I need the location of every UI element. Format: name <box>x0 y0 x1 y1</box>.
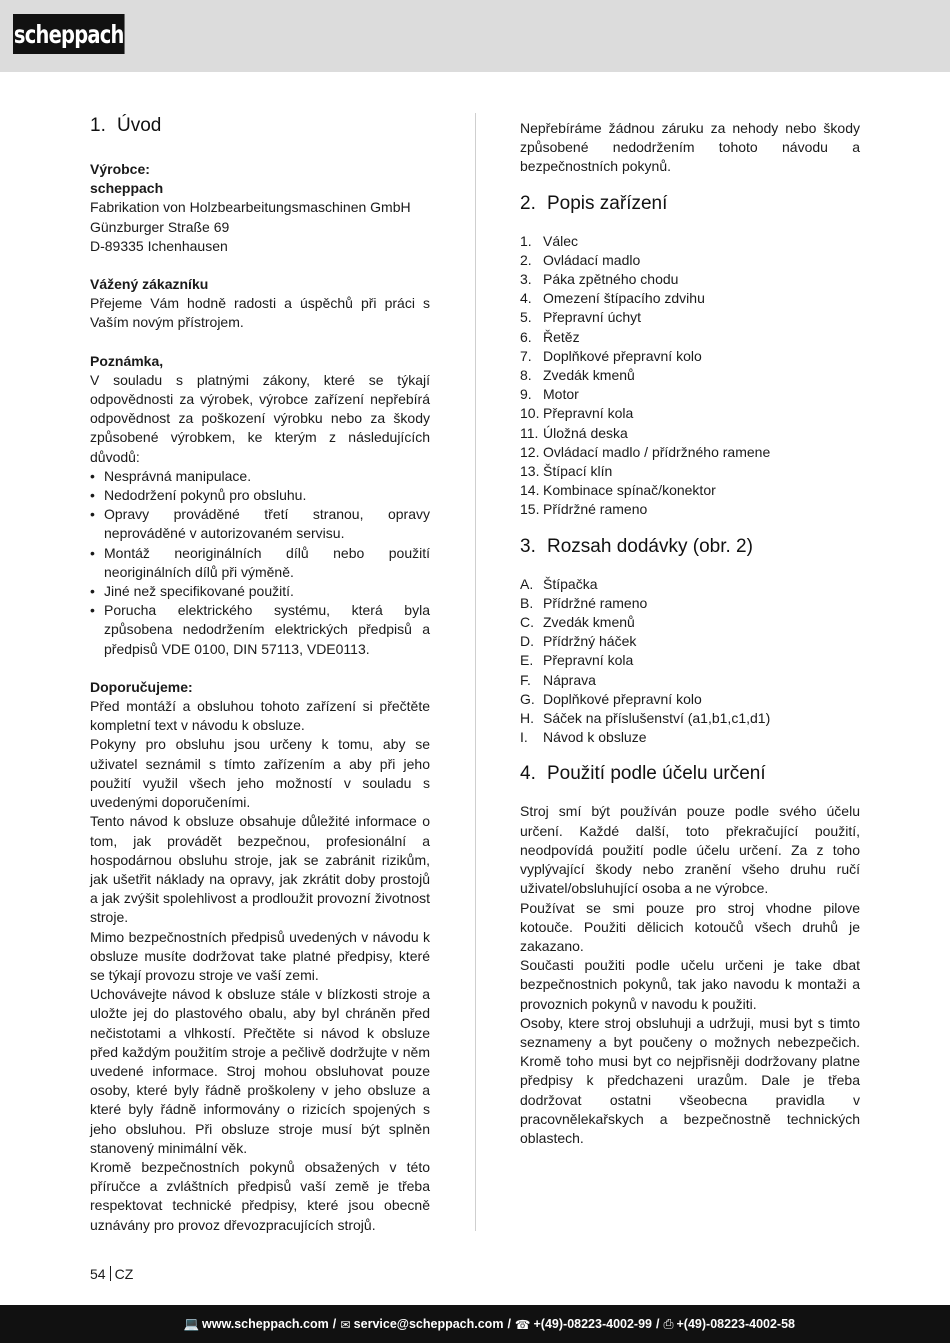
note-text: V souladu s platnými zákony, které se týkají odpovědnosti za výrobek, výrobce zařízení nepřebírá odpovědnost za poškození výrobku nebo za škody způsobené výrobkem, ke kterým z následujících důvodů: <box>90 371 430 465</box>
use-paragraph: Osoby, ktere stroj obsluhuji a udržuji, musi byt s timto seznameny a byt poučeny o možnych nebezpečich. Kromě toho musi byt co nejpřisněji dodržovany platne předpisy k předchazeni urazům. Dale je třeba dodržovat ostatni všeobecna pravidla v pracovnělekařskych a bezpečnostně technických oblastech. <box>520 1014 860 1146</box>
list-item: 7. Doplňkové přepravní kolo <box>520 347 702 364</box>
use-paragraph: Používat se smi pouze pro stroj vhodne pilove kotouče. Použiti dělicich kotoučů všech druhů je zakazano. <box>520 899 860 954</box>
page-number: 54 CZ <box>90 1266 134 1282</box>
list-item: • Opravy prováděné třetí stranou, opravy neprováděné v autorizovaném servisu. <box>90 505 430 543</box>
list-item: 3. Páka zpětného chodu <box>520 271 679 288</box>
envelope-icon: ✉ <box>340 1317 351 1332</box>
list-item: • Jiné než specifikované použití. <box>90 582 430 601</box>
list-item: 4. Omezení štípacího zdvihu <box>520 290 705 307</box>
list-item: 15. Přídržné rameno <box>520 501 648 518</box>
list-item: 11. Úložná deska <box>520 424 628 441</box>
fax-icon: ⎙ <box>663 1316 674 1331</box>
recommend-paragraph: Uchovávejte návod k obsluze stále v blízkosti stroje a uložte jej do plastového obalu, aby byl chráněn před nečistotami a vlhkostí. Přečtěte si návod k obsluze před každým použitím stroje a pečlivě dodržujte v něm uvedené informace. Stroj mohou obsluhovat pouze osoby, které byly řádně proškoleny v jeho obsluze a které byly řádně informovány o rizicích spojených s jeho obsluhou. Při obsluze stroje musí být splněn stanovený minimální věk. <box>90 986 430 1156</box>
list-item: 2. Ovládací madlo <box>520 251 641 268</box>
list-item: 8. Zvedák kmenů <box>520 367 635 384</box>
section-heading-description: 2. Popis zařízení <box>520 192 668 214</box>
recommend-paragraph: Kromě bezpečnostních pokynů obsažených v této příručce a zvláštních předpisů vaší země je třeba respektovat technické předpisy, které jsou obecně uznávány pro provoz dřevozpracujících strojů. <box>90 1158 430 1233</box>
list-item: 14. Kombinace spínač/konektor <box>520 482 716 499</box>
note-label: Poznámka, <box>90 352 164 369</box>
list-item: 13. Štípací klín <box>520 463 613 480</box>
column-divider <box>475 113 476 1231</box>
list-item: I. Návod k obsluze <box>520 729 647 746</box>
list-item: A. Štípačka <box>520 575 598 592</box>
recommend-paragraph: Pokyny pro obsluhu jsou určeny k tomu, aby se uživatel seznámil s tímto zařízením a aby při jeho použití využil všech jeho možností v souladu s uvedenými doporučeními. <box>90 736 430 811</box>
right-column <box>520 119 860 1148</box>
list-item: • Nedodržení pokynů pro obsluhu. <box>90 486 430 505</box>
maker-label: Výrobce: <box>90 161 150 177</box>
recommend-label: Doporučujeme: <box>90 678 193 695</box>
warranty-text: Nepřebíráme žádnou záruku za nehody nebo škody způsobené nedodržením tohoto návodu a bezpečnostních pokynů. <box>520 120 860 175</box>
list-item: G. Doplňkové přepravní kolo <box>520 690 702 707</box>
description-list <box>520 232 860 520</box>
customer-label: Vážený zákazníku <box>90 276 209 293</box>
maker-line: Fabrikation von Holzbearbeitungsmaschinen GmbH <box>90 199 411 216</box>
recommend-paragraph: Před montáží a obsluhou tohoto zařízení si přečtěte kompletní text v návodu k obsluze. <box>90 698 430 734</box>
maker-line: Günzburger Straße 69 <box>90 218 230 235</box>
phone-number: +(49)-08223-4002-99 <box>533 1317 652 1331</box>
computer-icon: 💻 <box>183 1316 200 1331</box>
scheppach-logo: scheppach <box>13 14 125 54</box>
section-heading-scope: 3. Rozsah dodávky (obr. 2) <box>520 535 753 557</box>
list-item: 9. Motor <box>520 386 579 403</box>
list-item: 1. Válec <box>520 232 579 249</box>
maker-line: D-89335 Ichenhausen <box>90 237 228 254</box>
list-item: E. Přepravní kola <box>520 652 634 669</box>
telephone-icon: ☎ <box>514 1317 531 1332</box>
recommend-paragraph: Tento návod k obsluze obsahuje důležité informace o tom, jak provádět bezpečnou, profesionální a hospodárnou obsluhu stroje, jak se zabránit rizikům, jak ušetřit náklady na opravy, jak zkrátit doby prostojů a jak zvýšit spolehlivost a prodloužit provozní životnost stroje. <box>90 813 430 926</box>
list-item: • Porucha elektrického systému, která byla způsobena nedodržením elektrických předpisů a předpisů VDE 0100, DIN 57113, VDE0113. <box>90 601 430 659</box>
customer-text: Přejeme Vám hodně radosti a úspěchů při práci s Vaším novým přístrojem. <box>90 295 430 331</box>
email-link[interactable]: service@scheppach.com <box>353 1317 504 1331</box>
list-item: • Montáž neoriginálních dílů nebo použití neoriginálních dílů při výměně. <box>90 544 430 582</box>
fax-number: +(49)-08223-4002-58 <box>676 1317 795 1331</box>
footer-contact-bar: 💻 www.scheppach.com / ✉ service@scheppach.com / ☎ +(49)-08223-4002-99 / ⎙ +(49)-08223-4002-58 <box>0 1305 950 1343</box>
recommend-paragraph: Mimo bezpečnostních předpisů uvedených v návodu k obsluze musíte dodržovat take platné předpisy, které se týkají provozu stroje ve vaší zemi. <box>90 928 430 983</box>
use-paragraph: Stroj smí být používán pouze podle svého účelu určení. Každé další, toto překračující použití, neodpovídá použití podle účelu určení. Za z toho vyplývající škody nebo zranění všeho druhu ručí uživatel/obsluhující osoba a ne výrobce. <box>520 803 860 897</box>
website-link[interactable]: www.scheppach.com <box>202 1317 329 1331</box>
header-band <box>0 0 950 72</box>
list-item: F. Náprava <box>520 671 596 688</box>
left-column <box>90 113 430 1235</box>
section-heading-intro: 1. Úvod <box>90 115 162 136</box>
list-item: 5. Přepravní úchyt <box>520 309 642 326</box>
list-item: C. Zvedák kmenů <box>520 614 635 631</box>
list-item: 10. Přepravní kola <box>520 405 634 422</box>
language-code: CZ <box>114 1266 134 1282</box>
list-item: 12. Ovládací madlo / přídržného ramene <box>520 443 771 460</box>
list-item: D. Přídržný háček <box>520 633 637 650</box>
scope-list <box>520 575 860 748</box>
use-paragraph: Současti použiti podle učelu určeni je take dbat bezpečnostnich pokynů, tak jako navodu k montaži a provoznich pokynů v navodu k použiti. <box>520 957 860 1012</box>
section-heading-intended-use: 4. Použití podle účelu určení <box>520 763 766 785</box>
list-item: B. Přídržné rameno <box>520 594 648 611</box>
list-item: H. Sáček na příslušenství (a1,b1,c1,d1) <box>520 710 771 727</box>
note-bullet-list <box>90 467 430 659</box>
list-item: • Nesprávná manipulace. <box>90 467 430 486</box>
maker-name: scheppach <box>90 180 164 197</box>
list-item: 6. Řetěz <box>520 328 580 345</box>
